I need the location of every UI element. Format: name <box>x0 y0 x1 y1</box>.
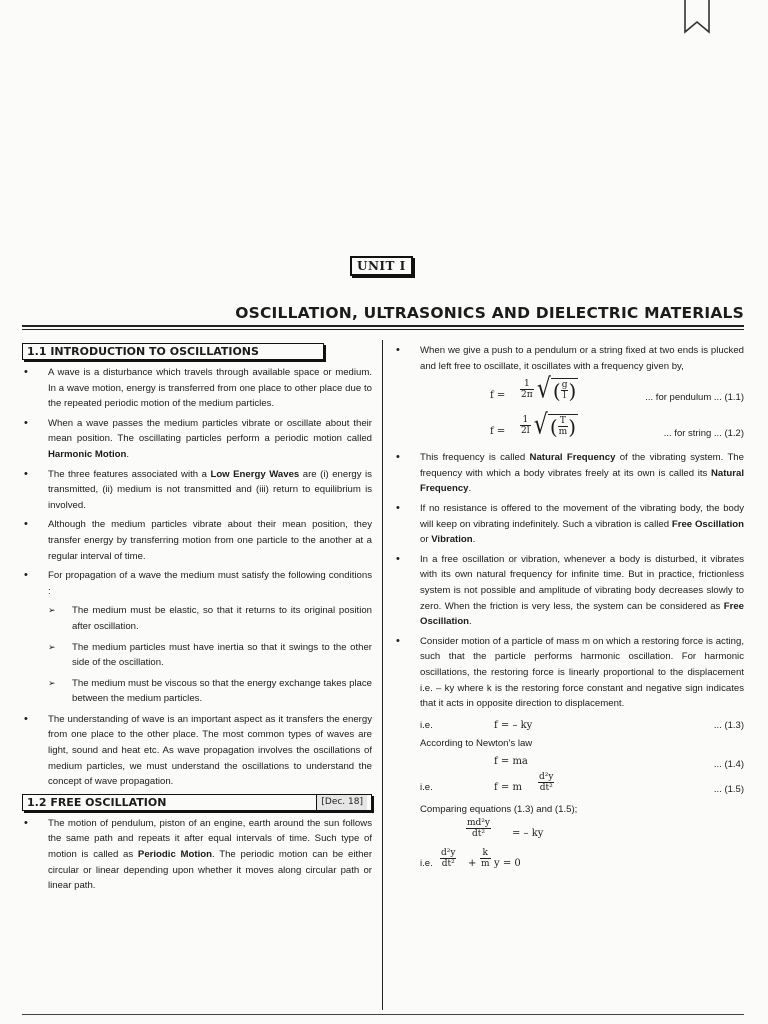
title-rule-thin <box>22 329 744 330</box>
comparing-text: Comparing equations (1.3) and (1.5); <box>420 803 578 815</box>
equation-comparison: $\frac{\text{md²y}}{\text{dt²}}$ = – ky <box>467 817 544 839</box>
fraction: $\frac{1}{2\pi}$ <box>521 379 533 401</box>
section-heading-1-1: 1.1 INTRODUCTION TO OSCILLATIONS <box>22 343 324 360</box>
equation-1-4: f = ma ... (1.4) <box>494 755 744 770</box>
bullet-paragraph: • When a wave passes the medium particles vibrate or oscillate about their mean position. The oscillating particles perform a periodic motion called Harmonic Motion. <box>22 416 372 463</box>
bullet-paragraph: • For propagation of a wave the medium must satisfy the following conditions : <box>22 568 372 599</box>
equation-1-5: i.e. f = m $\frac{\text{d²y}}{\text{dt²}}$ ... (1.5) <box>420 771 744 795</box>
bullet-paragraph: • This frequency is called Natural Frequency of the vibrating system. The frequency with which a body vibrates freely at its own is called its Natural Frequency. <box>394 450 744 497</box>
left-column <box>22 343 372 898</box>
footer-rule <box>22 1014 744 1015</box>
fraction: $\frac{\text{d²y}}{\text{dt²}}$ <box>441 847 456 869</box>
title-rule <box>22 325 744 327</box>
sqrt-sign: √ <box>533 409 548 441</box>
sub-bullet: ➢ The medium must be viscous so that the energy exchange takes place between the medium particles. <box>22 676 372 707</box>
bullet-paragraph: • A wave is a disturbance which travels through available space or medium. In a wave motion, energy is transferred from one place to other place due to the repeated periodic motion of the medium particles. <box>22 365 372 412</box>
fraction: $\frac{1}{2l}$ <box>521 415 530 437</box>
equation-differential: i.e. $\frac{\text{d²y}}{\text{dt²}}$ + $\frac{k}{m}$ y = 0 <box>420 847 521 869</box>
equation-1-2: f = $\frac{1}{2l}$ √ ( $\frac{T}{m}$ ) ... for string ... (1.2) <box>490 409 744 441</box>
fraction: $\frac{k}{m}$ <box>481 847 490 869</box>
fraction: $\frac{\text{d²y}}{\text{dt²}}$ <box>539 771 554 793</box>
column-divider <box>382 340 383 1010</box>
exam-tag-badge: [Dec. 18] <box>316 795 367 810</box>
right-column <box>394 343 744 878</box>
sub-bullet: ➢ The medium must be elastic, so that it returns to its original position after oscillation. <box>22 603 372 634</box>
sqrt-sign: √ <box>536 373 551 405</box>
fraction: $\frac{\text{md²y}}{\text{dt²}}$ <box>467 817 490 839</box>
bullet-paragraph: • Although the medium particles vibrate about their mean position, they transfer energy by transferring motion from one particle to the another at a regular interval of time. <box>22 517 372 564</box>
sub-bullet: ➢ The medium particles must have inertia so that it swings to the other side of the oscillation. <box>22 640 372 671</box>
newton-law-text: According to Newton's law <box>420 737 533 749</box>
bullet-paragraph: • In a free oscillation or vibration, whenever a body is disturbed, it vibrates with its own natural frequency for infinite time. But in practice, frictionless system is not possible and amplitude of vibrating body decreases slowly to zero. When the friction is very less, the system can be considered as Free Oscillation. <box>394 552 744 630</box>
unit-label: UNIT I <box>350 256 413 276</box>
bullet-paragraph: • The motion of pendulum, piston of an engine, earth around the sun follows the same path and repeats it after equal intervals of time. Such type of motion is called as Periodic Motion. The periodic motion can be either circular or linear depending upon whether it moves along circular path or linear path. <box>22 816 372 894</box>
equation-1-1: f = $\frac{1}{2\pi}$ √ ( $\frac{g}{l}$ ) ... for pendulum ... (1.1) <box>490 373 744 405</box>
bullet-paragraph: • The three features associated with a Low Energy Waves are (i) energy is transmitted, (ii) medium is not transmitted and (iii) return to equilibrium is involved. <box>22 467 372 514</box>
bullet-paragraph: • When we give a push to a pendulum or a string fixed at two ends is plucked and left free to oscillate, it oscillates with a frequency given by, <box>394 343 744 374</box>
bullet-paragraph: • Consider motion of a particle of mass m on which a restoring force is acting, such that the particle performs harmonic oscillation. For harmonic oscillations, the restoring force is linearly proportional to the displacement i.e. – ky where k is the restoring force constant and negative sign indicates that it acts in opposite direction to displacement. <box>394 634 744 712</box>
bullet-paragraph: • If no resistance is offered to the movement of the vibrating body, the body will keep on vibrating indefinitely. Such a vibration is called Free Oscillation or Vibration. <box>394 501 744 548</box>
section-heading-1-2: 1.2 FREE OSCILLATION [Dec. 18] <box>22 794 372 811</box>
bullet-paragraph: • The understanding of wave is an important aspect as it transfers the energy from one place to the other place. The most common types of waves are light, sound and heat etc. As wave propagation involves the oscillations of medium particles, we must understand the oscillations to understand the concept of wave propagation. <box>22 712 372 790</box>
equation-1-3: i.e. f = – ky ... (1.3) <box>420 719 744 731</box>
chapter-title: OSCILLATION, ULTRASONICS AND DIELECTRIC MATERIALS <box>235 304 744 322</box>
bookmark-icon[interactable] <box>682 0 712 34</box>
